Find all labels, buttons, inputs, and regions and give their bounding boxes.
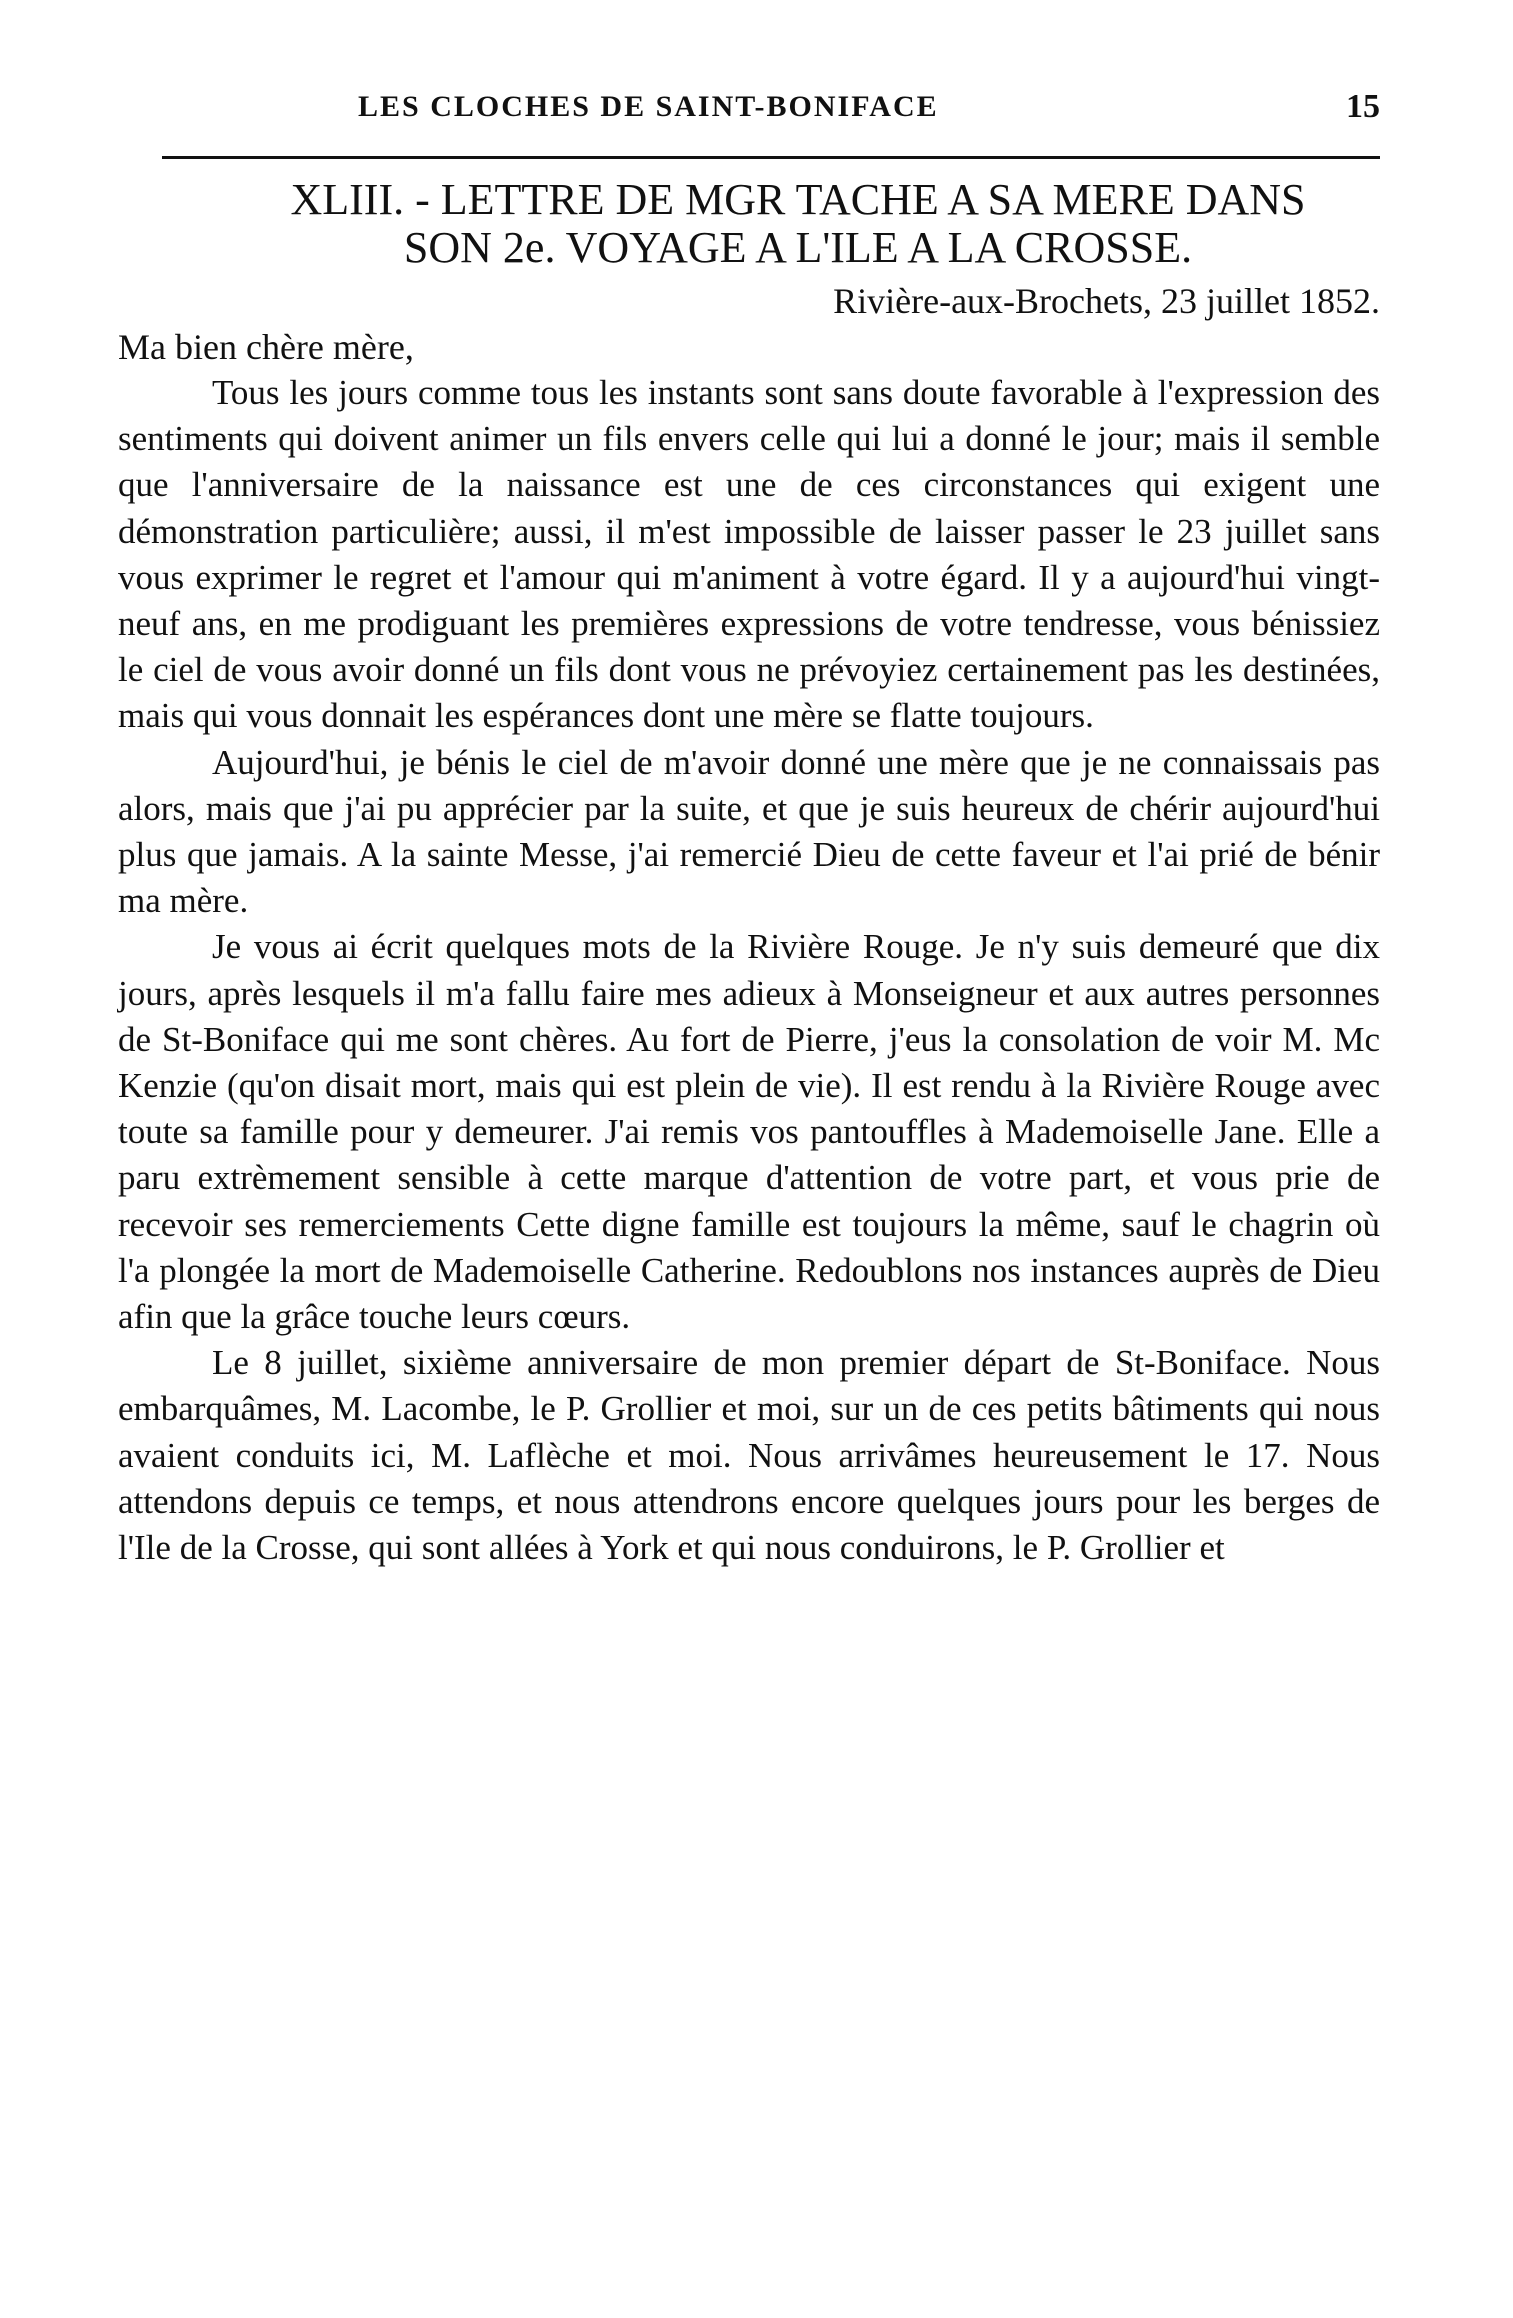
running-title: LES CLOCHES DE SAINT-BONIFACE — [358, 90, 939, 123]
letter-dateline: Rivière-aux-Brochets, 23 juillet 1852. — [833, 281, 1380, 321]
body-paragraph-2: Aujourd'hui, je bénis le ciel de m'avoir donné une mère que je ne connaissais pas alors, mais que j'ai pu apprécier par la suite, et que je suis heureux de chérir aujourd'hui plus que jamais. A la sainte Messe, j'ai remercié Dieu de cette faveur et l'ai prié de bénir ma mère. — [118, 742, 1380, 921]
page-number: 15 — [1346, 88, 1380, 125]
letter-heading-line-1: XLIII. - LETTRE DE MGR TACHE A SA MERE DANS — [290, 175, 1306, 224]
body-paragraph-1: Tous les jours comme tous les instants sont sans doute favorable à l'expression des sentiments qui doivent animer un fils envers celle qui lui a donné le jour; mais il semble que l'anniversaire de la naissance est une de ces circonstances qui exigent une démonstration particulière; aussi, il m'est impossible de laisser passer le 23 juillet sans vous exprimer le regret et l'amour qui m'animent à votre égard. Il y a aujourd'hui vingt-neuf ans, en me prodiguant les premières expressions de votre tendresse, vous bénissiez le ciel de vous avoir donné un fils dont vous ne prévoyiez certainement pas les destinées, mais qui vous donnait les espérances dont une mère se flatte toujours. — [118, 373, 1380, 736]
body-paragraph-4: Le 8 juillet, sixième anniversaire de mon premier départ de St-Boniface. Nous embarquâmes, M. Lacombe, le P. Grollier et moi, sur un de ces petits bâtiments qui nous avaient conduits ici, M. Laflèche et moi. Nous arrivâmes heureusement le 17. Nous attendons depuis ce temps, et nous attendrons encore quelques jours pour les berges de l'Ile de la Crosse, qui sont allées à York et qui nous conduirons, le P. Grollier et — [118, 1343, 1380, 1568]
book-page — [118, 90, 1380, 1571]
letter-body — [118, 370, 1380, 1571]
letter-heading — [216, 176, 1380, 272]
letter-salutation: Ma bien chère mère, — [118, 327, 414, 367]
running-header — [118, 90, 1380, 150]
body-paragraph-3: Je vous ai écrit quelques mots de la Rivière Rouge. Je n'y suis demeuré que dix jours, après lesquels il m'a fallu faire mes adieux à Monseigneur et aux autres personnes de St-Boniface qui me sont chères. Au fort de Pierre, j'eus la consolation de voir M. Mc Kenzie (qu'on disait mort, mais qui est plein de vie). Il est rendu à la Rivière Rouge avec toute sa famille pour y demeurer. J'ai remis vos pantouffles à Mademoiselle Jane. Elle a paru extrèmement sensible à cette marque d'attention de votre part, et vous prie de recevoir ses remerciements Cette digne famille est toujours la même, sauf le chagrin où l'a plongée la mort de Mademoiselle Catherine. Redoublons nos instances auprès de Dieu afin que la grâce touche leurs cœurs. — [118, 927, 1380, 1337]
header-rule — [162, 156, 1380, 159]
letter-heading-line-2: SON 2e. VOYAGE A L'ILE A LA CROSSE. — [403, 223, 1193, 272]
